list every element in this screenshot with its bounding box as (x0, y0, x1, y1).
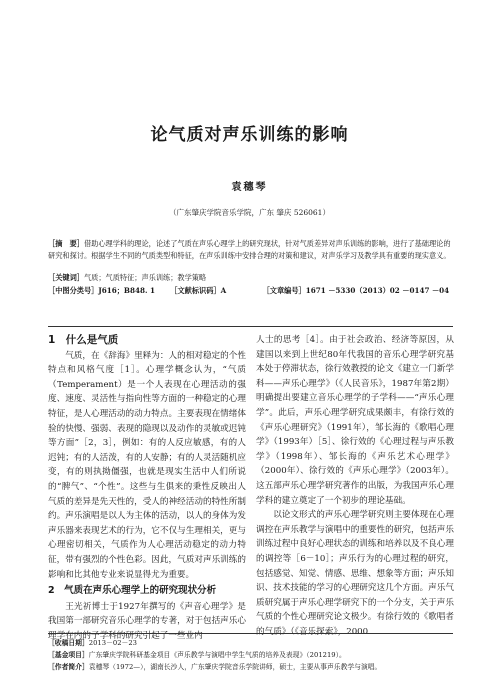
received-date: ［收稿日期］2013－02－23 (48, 639, 137, 647)
left-column (48, 333, 246, 643)
abstract-text: 借助心理学科的理论，论述了气质在声乐心理学上的研究现状，针对气质差异对声乐训练的影响，进行了基础理论的研究和探讨。根据学生不同的气质类型和特征，在声乐训练中安排合理的对策和建议，对声乐学习及教学具有重要的现实意义。 (48, 239, 451, 260)
header-divider (48, 326, 453, 327)
abstract (48, 238, 453, 262)
clc-number: ［中图分类号］J616；B848. 1 (48, 286, 155, 295)
paragraph: 以论文形式的声乐心理学研究则主要体现在心理调控在声乐教学与演唱中的重要性的研究，包括声乐训练过程中良好心理状态的训练和培养以及不良心理的调控等［6－10］；声乐行为的心理过程的研究，包括感觉、知觉、情感、思维、想象等方面；声乐知识、技术技能的学习的心理研究这几个方面。声乐气质研究属于声乐心理学研究下的一个分支，关于声乐气质的个性心理研究论文极少。有徐行效的《歌唱者的气质》（《音乐探索》，2000 (256, 510, 454, 637)
paragraph: 王光祈博士于1927年撰写的《声音心理学》是我国第一部研究音乐心理学的专著，对于包括声乐心理学在内的子学科的研究引起了一些业内 (48, 601, 246, 641)
footnote-divider (48, 633, 453, 634)
article-number: ［文章编号］1671 －5330（2013）02 －0147 －04 (262, 286, 450, 295)
section-heading-2: 2 气质在声乐心理学上的研究现状分析 (48, 585, 217, 597)
author-affiliation: （广东肇庆学院音乐学院，广东 肇庆 526061） (169, 208, 330, 217)
right-column (256, 333, 454, 639)
abstract-label: ［摘 要］ (48, 239, 84, 248)
author-bio: ［作者简介］袁穗琴（1972—），湖南长沙人，广东肇庆学院音乐学院讲师，硕士，主要从事声乐教学与演唱。 (48, 663, 382, 671)
article-title: 论气质对声乐训练的影响 (150, 125, 349, 145)
section-heading-1: 1 什么是气质 (48, 334, 119, 346)
paragraph: 人士的思考［4］。由于社会政治、经济等原因，从建国以来到上世纪80年代我国的音乐心理学研究基本处于停滞状态，徐行效教授的论文《建立一门新学科——声乐心理学》（《人民音乐》，1987年第2期）明确提出要建立音乐心理学的子学科——“声乐心理学”。此后，声乐心理学研究成果颇丰，有徐行效的《声乐心理研究》（1991年），邹长海的《歌唱心理学》（1993年）［5］、徐行效的《心理过程与声乐教学》（1998年）、邹长海的《声乐艺术心理学》（2000年）、徐行效的《声乐心理学》（2003年）。这五部声乐心理学研究著作的出版，为我国声乐心理学科的建立奠定了一个初步的理论基础。 (256, 335, 454, 506)
footnotes (48, 637, 453, 673)
keywords-text: 气质；气质特征；声乐训练；教学策略 (83, 273, 207, 282)
article-author: 袁穗琴 (231, 182, 268, 193)
paragraph: 气质，在《辞海》里释为：人的相对稳定的个性特点和风格气度［1］。心理学概念认为，“气质（Temperament）是一个人表现在心理活动的强度、速度、灵活性与指向性等方面的一种稳定的心理特征，是人心理活动的动力特点。主要表现在情绪体验的快慢、强弱、表现的隐现以及动作的灵敏或迟钝等方面”［2，3］，例如：有的人反应敏感，有的人迟钝；有的人活泼，有的人安静；有的人灵活随机应变，有的则执拗僵强，也就是现实生活中人们所说的“脾气”、“个性”。这些与生俱来的秉性反映出人气质的差异是先天性的，受人的神经活动的特性所制约。声乐演唱是以人为主体的活动，以人的身体为发声乐器来表现艺术的行为，它不仅与生理相关，更与心理密切相关，气质作为人心理活动稳定的动力特征，带有强烈的个性色彩。因此，气质对声乐训练的影响和比其他专业来说显得尤为重要。 (48, 350, 246, 580)
document-code: ［文献标识码］A (170, 286, 227, 295)
classification-line (48, 286, 453, 296)
keywords (48, 273, 206, 283)
keywords-label: ［关键词］ (48, 273, 84, 282)
fund-project: ［基金项目］广东肇庆学院科研基金项目《声乐教学与演唱中学生气质的培养及表现》（201219）。 (48, 651, 346, 659)
